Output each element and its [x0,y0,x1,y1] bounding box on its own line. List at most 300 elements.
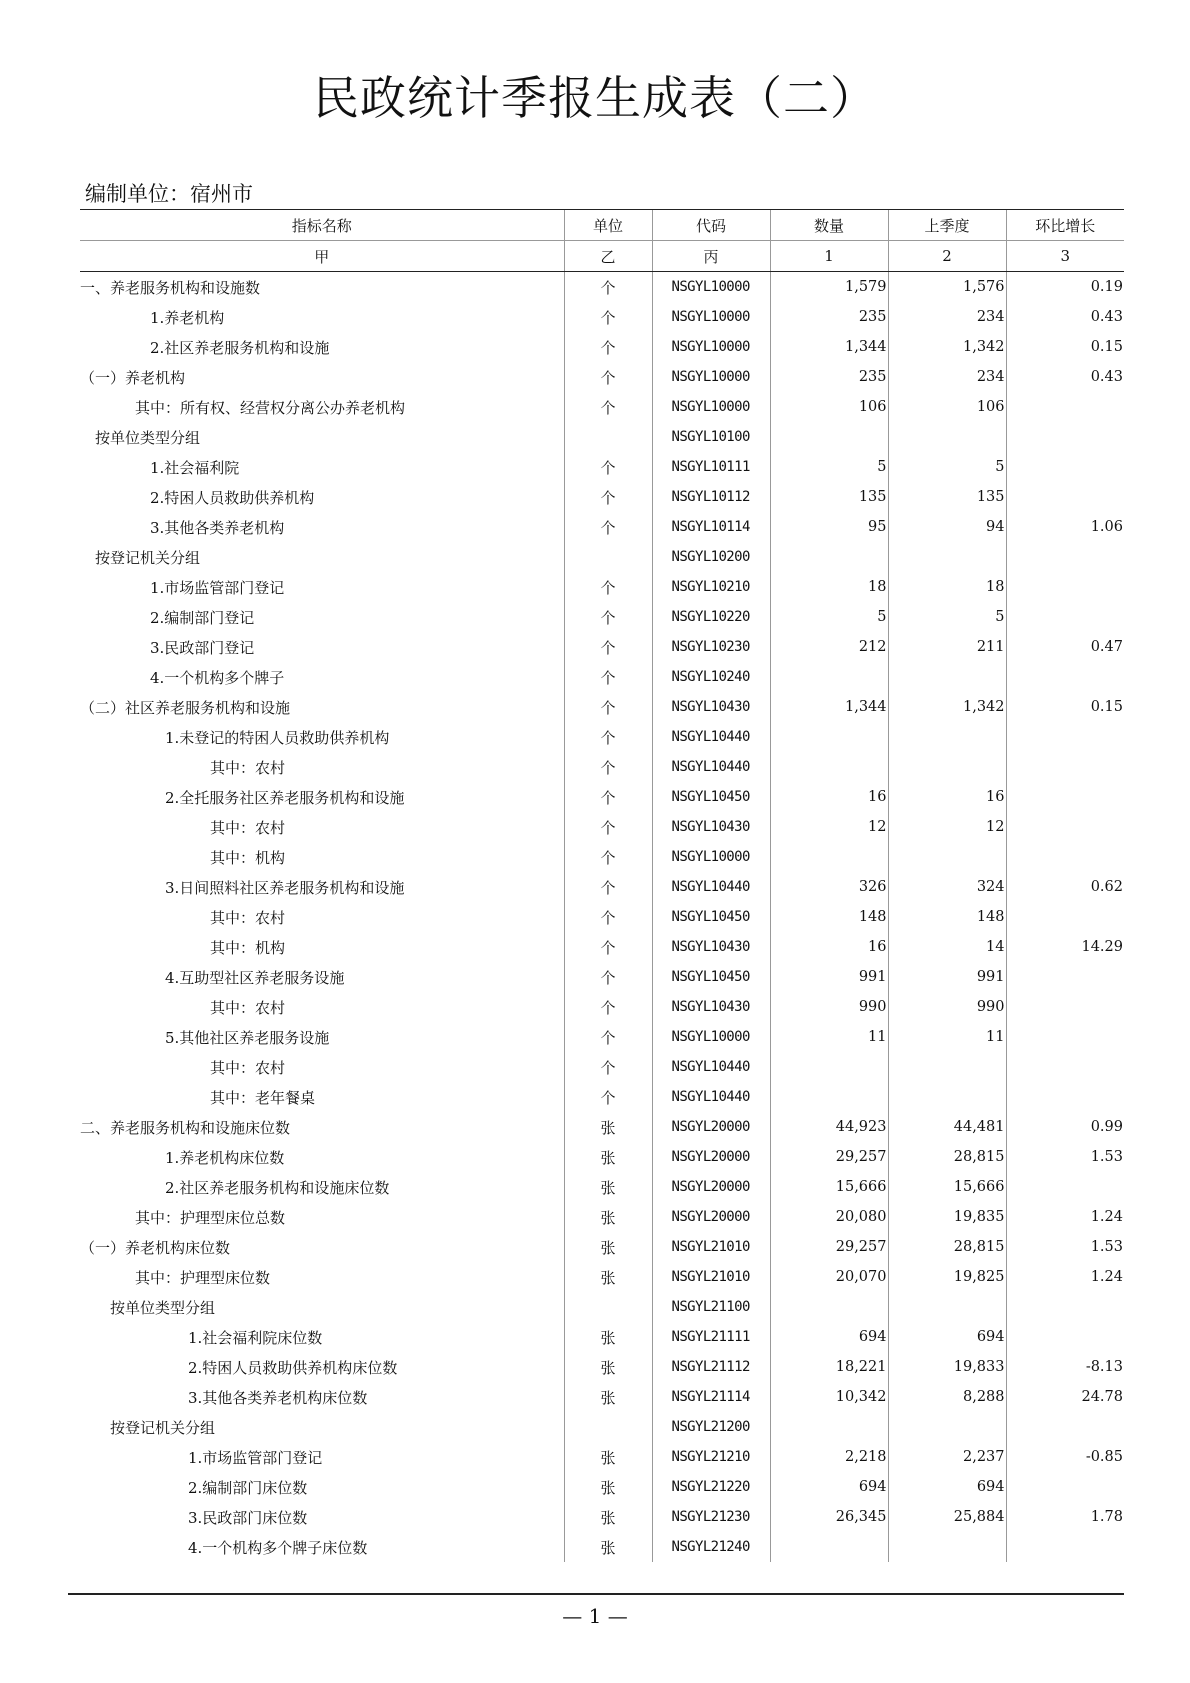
row-name: 3.日间照料社区养老服务机构和设施 [165,878,405,897]
row-qoq-growth [1006,542,1124,572]
table-row [80,1502,1124,1532]
row-quantity [770,542,888,572]
row-previous-quarter [888,722,1006,752]
row-unit: 张 [564,1112,652,1142]
row-name: 4.互助型社区养老服务设施 [165,968,345,987]
row-previous-quarter: 1,342 [888,332,1006,362]
row-previous-quarter: 8,288 [888,1382,1006,1412]
table-row [80,1022,1124,1052]
row-name: 1.养老机构 [150,308,225,327]
row-name: （二）社区养老服务机构和设施 [80,698,291,717]
row-qoq-growth: 0.43 [1006,362,1124,392]
row-qoq-growth [1006,992,1124,1022]
row-unit: 个 [564,872,652,902]
subheader-col-3: 3 [1006,241,1124,272]
table-row [80,332,1124,362]
page-title: 民政统计季报生成表（二） [313,71,877,125]
row-qoq-growth: -8.13 [1006,1352,1124,1382]
row-qoq-growth [1006,1052,1124,1082]
row-previous-quarter: 16 [888,782,1006,812]
row-quantity: 18,221 [770,1352,888,1382]
row-code: NSGYL10111 [652,452,770,482]
row-quantity: 15,666 [770,1172,888,1202]
row-quantity: 29,257 [770,1232,888,1262]
table-row [80,902,1124,932]
row-unit: 张 [564,1142,652,1172]
header-code: 代码 [652,210,770,241]
row-code: NSGYL10230 [652,632,770,662]
row-quantity [770,752,888,782]
row-name: 4.一个机构多个牌子床位数 [188,1538,368,1557]
header-unit: 单位 [564,210,652,241]
row-unit: 个 [564,512,652,542]
row-code: NSGYL10440 [652,752,770,782]
row-previous-quarter: 19,833 [888,1352,1006,1382]
row-code: NSGYL10000 [652,1022,770,1052]
table-row [80,752,1124,782]
row-name: 4.一个机构多个牌子 [150,668,285,687]
row-qoq-growth [1006,962,1124,992]
table-row [80,482,1124,512]
table-row [80,1232,1124,1262]
row-code: NSGYL21240 [652,1532,770,1562]
table-row [80,992,1124,1022]
row-unit: 个 [564,632,652,662]
row-name: 其中：护理型床位数 [135,1268,271,1287]
table-row [80,1472,1124,1502]
subheader-bing: 丙 [652,241,770,272]
row-quantity [770,1292,888,1322]
row-qoq-growth [1006,1472,1124,1502]
row-previous-quarter [888,662,1006,692]
row-previous-quarter: 148 [888,902,1006,932]
row-code: NSGYL10430 [652,692,770,722]
row-code: NSGYL10112 [652,482,770,512]
row-qoq-growth: 1.78 [1006,1502,1124,1532]
row-previous-quarter: 28,815 [888,1142,1006,1172]
row-unit [564,542,652,572]
row-unit: 张 [564,1232,652,1262]
row-code: NSGYL10240 [652,662,770,692]
row-quantity: 1,344 [770,692,888,722]
row-qoq-growth: 0.43 [1006,302,1124,332]
header-qoq-growth: 环比增长 [1006,210,1124,241]
row-qoq-growth [1006,1292,1124,1322]
row-code: NSGYL21230 [652,1502,770,1532]
row-previous-quarter [888,542,1006,572]
row-code: NSGYL21220 [652,1472,770,1502]
row-code: NSGYL10000 [652,392,770,422]
row-qoq-growth [1006,452,1124,482]
row-code: NSGYL10440 [652,872,770,902]
row-quantity [770,1082,888,1112]
row-unit: 个 [564,332,652,362]
row-previous-quarter: 1,576 [888,272,1006,303]
row-quantity: 235 [770,362,888,392]
row-qoq-growth: 0.15 [1006,332,1124,362]
row-unit: 张 [564,1472,652,1502]
row-code: NSGYL21200 [652,1412,770,1442]
row-previous-quarter: 106 [888,392,1006,422]
row-name: 3.其他各类养老机构 [150,518,285,537]
row-code: NSGYL20000 [652,1112,770,1142]
row-code: NSGYL10430 [652,812,770,842]
row-unit: 张 [564,1502,652,1532]
row-previous-quarter: 694 [888,1322,1006,1352]
row-quantity: 106 [770,392,888,422]
row-qoq-growth [1006,722,1124,752]
row-name: 其中：农村 [210,908,286,927]
row-previous-quarter: 18 [888,572,1006,602]
row-code: NSGYL10220 [652,602,770,632]
row-previous-quarter [888,1082,1006,1112]
row-unit: 张 [564,1172,652,1202]
subheader-col-2: 2 [888,241,1006,272]
row-quantity: 16 [770,932,888,962]
row-qoq-growth: 1.24 [1006,1202,1124,1232]
subheader-yi: 乙 [564,241,652,272]
row-previous-quarter: 694 [888,1472,1006,1502]
row-unit: 个 [564,1082,652,1112]
row-quantity: 1,579 [770,272,888,303]
row-previous-quarter: 5 [888,452,1006,482]
row-unit: 张 [564,1262,652,1292]
table-row [80,1262,1124,1292]
row-quantity [770,1412,888,1442]
row-qoq-growth [1006,602,1124,632]
row-previous-quarter [888,842,1006,872]
row-quantity: 148 [770,902,888,932]
table-row [80,1412,1124,1442]
row-previous-quarter [888,1412,1006,1442]
row-quantity: 694 [770,1472,888,1502]
table-row [80,392,1124,422]
row-name: 二、养老服务机构和设施床位数 [80,1118,291,1137]
row-unit: 张 [564,1532,652,1562]
header-row [80,210,1124,241]
row-quantity [770,1052,888,1082]
row-unit: 个 [564,362,652,392]
row-qoq-growth: 0.19 [1006,272,1124,303]
row-qoq-growth: 24.78 [1006,1382,1124,1412]
row-code: NSGYL10200 [652,542,770,572]
row-code: NSGYL10440 [652,722,770,752]
row-code: NSGYL10450 [652,782,770,812]
row-code: NSGYL10210 [652,572,770,602]
row-qoq-growth: -0.85 [1006,1442,1124,1472]
page-number: — 1 — [562,1604,628,1628]
table-row [80,452,1124,482]
row-previous-quarter: 19,825 [888,1262,1006,1292]
row-unit: 个 [564,1022,652,1052]
row-code: NSGYL10000 [652,842,770,872]
row-name: （一）养老机构床位数 [80,1238,231,1257]
row-qoq-growth: 14.29 [1006,932,1124,962]
row-name: 1.社会福利院 [150,458,240,477]
table-row [80,572,1124,602]
row-code: NSGYL20000 [652,1202,770,1232]
row-qoq-growth [1006,1172,1124,1202]
row-quantity: 235 [770,302,888,332]
table-row [80,1442,1124,1472]
row-unit: 个 [564,932,652,962]
row-name: 其中：护理型床位总数 [135,1208,286,1227]
row-name: 1.市场监管部门登记 [188,1448,323,1467]
table-row [80,722,1124,752]
table-row [80,662,1124,692]
row-qoq-growth: 1.06 [1006,512,1124,542]
row-quantity: 29,257 [770,1142,888,1172]
row-qoq-growth [1006,1322,1124,1352]
row-previous-quarter: 5 [888,602,1006,632]
row-name: 其中：老年餐桌 [210,1088,316,1107]
row-name: 2.特困人员救助供养机构床位数 [188,1358,398,1377]
row-name: 2.编制部门床位数 [188,1478,308,1497]
row-code: NSGYL21010 [652,1232,770,1262]
row-qoq-growth: 0.62 [1006,872,1124,902]
row-name: （一）养老机构 [80,368,186,387]
table-row [80,542,1124,572]
row-unit: 张 [564,1202,652,1232]
table-row [80,932,1124,962]
table-row [80,812,1124,842]
row-previous-quarter: 11 [888,1022,1006,1052]
table-row [80,1322,1124,1352]
row-previous-quarter [888,1532,1006,1562]
row-quantity: 10,342 [770,1382,888,1412]
row-name: 2.全托服务社区养老服务机构和设施 [165,788,405,807]
row-quantity [770,1532,888,1562]
row-quantity: 5 [770,452,888,482]
row-quantity: 326 [770,872,888,902]
row-name: 3.其他各类养老机构床位数 [188,1388,368,1407]
row-qoq-growth [1006,662,1124,692]
row-quantity: 44,923 [770,1112,888,1142]
row-quantity: 2,218 [770,1442,888,1472]
row-code: NSGYL21100 [652,1292,770,1322]
subheader-jia: 甲 [80,241,564,272]
row-name: 1.市场监管部门登记 [150,578,285,597]
row-previous-quarter: 991 [888,962,1006,992]
row-code: NSGYL10000 [652,332,770,362]
row-qoq-growth [1006,752,1124,782]
table-body [80,272,1124,1563]
row-qoq-growth [1006,422,1124,452]
row-previous-quarter: 135 [888,482,1006,512]
row-qoq-growth [1006,1082,1124,1112]
row-name: 1.未登记的特困人员救助供养机构 [165,728,390,747]
row-quantity: 135 [770,482,888,512]
row-unit: 个 [564,992,652,1022]
row-previous-quarter: 1,342 [888,692,1006,722]
row-name: 按登记机关分组 [110,1418,216,1437]
row-code: NSGYL21010 [652,1262,770,1292]
row-qoq-growth: 0.99 [1006,1112,1124,1142]
row-unit: 个 [564,572,652,602]
row-unit: 个 [564,392,652,422]
header-previous-quarter: 上季度 [888,210,1006,241]
row-previous-quarter: 94 [888,512,1006,542]
row-name: 其中：所有权、经营权分离公办养老机构 [135,398,406,417]
row-name: 1.社会福利院床位数 [188,1328,323,1347]
row-qoq-growth [1006,782,1124,812]
row-qoq-growth [1006,392,1124,422]
row-previous-quarter: 14 [888,932,1006,962]
row-qoq-growth [1006,842,1124,872]
row-unit [564,1412,652,1442]
row-unit: 个 [564,1052,652,1082]
row-code: NSGYL10000 [652,302,770,332]
row-previous-quarter [888,422,1006,452]
row-quantity: 212 [770,632,888,662]
row-previous-quarter: 324 [888,872,1006,902]
row-quantity: 991 [770,962,888,992]
row-name: 按单位类型分组 [110,1298,216,1317]
row-code: NSGYL10450 [652,902,770,932]
row-quantity: 26,345 [770,1502,888,1532]
row-name: 3.民政部门床位数 [188,1508,308,1527]
row-qoq-growth [1006,902,1124,932]
bottom-rule [68,1593,1124,1595]
row-code: NSGYL10000 [652,362,770,392]
row-previous-quarter: 12 [888,812,1006,842]
table-row [80,1382,1124,1412]
row-name: 其中：农村 [210,818,286,837]
row-quantity [770,722,888,752]
table-row [80,512,1124,542]
row-previous-quarter: 44,481 [888,1112,1006,1142]
row-previous-quarter: 234 [888,362,1006,392]
row-name: 5.其他社区养老服务设施 [165,1028,330,1047]
row-quantity: 990 [770,992,888,1022]
row-name: 2.编制部门登记 [150,608,255,627]
row-unit: 个 [564,842,652,872]
row-code: NSGYL10100 [652,422,770,452]
row-unit: 个 [564,452,652,482]
table-row [80,1532,1124,1562]
table-row [80,422,1124,452]
row-qoq-growth [1006,1412,1124,1442]
table-row [80,1052,1124,1082]
row-unit: 个 [564,302,652,332]
row-name: 其中：机构 [210,848,286,867]
row-name: 其中：机构 [210,938,286,957]
row-name: 1.养老机构床位数 [165,1148,285,1167]
table-row [80,872,1124,902]
row-code: NSGYL21114 [652,1382,770,1412]
row-unit: 个 [564,272,652,303]
row-unit: 张 [564,1382,652,1412]
row-previous-quarter: 211 [888,632,1006,662]
row-qoq-growth [1006,1022,1124,1052]
row-code: NSGYL10114 [652,512,770,542]
row-previous-quarter: 234 [888,302,1006,332]
row-code: NSGYL10430 [652,992,770,1022]
row-name: 3.民政部门登记 [150,638,255,657]
row-code: NSGYL20000 [652,1142,770,1172]
row-unit: 个 [564,722,652,752]
row-qoq-growth: 0.47 [1006,632,1124,662]
compiling-unit: 编制单位：宿州市 [85,182,253,206]
row-previous-quarter: 19,835 [888,1202,1006,1232]
table-row [80,302,1124,332]
statistics-table [80,209,1124,1562]
row-code: NSGYL20000 [652,1172,770,1202]
row-code: NSGYL10450 [652,962,770,992]
table-row [80,1172,1124,1202]
row-quantity: 12 [770,812,888,842]
subheader-col-1: 1 [770,241,888,272]
row-unit: 个 [564,902,652,932]
row-previous-quarter: 2,237 [888,1442,1006,1472]
row-quantity: 18 [770,572,888,602]
row-qoq-growth: 1.53 [1006,1232,1124,1262]
row-name: 2.特困人员救助供养机构 [150,488,315,507]
row-code: NSGYL21112 [652,1352,770,1382]
row-unit: 张 [564,1442,652,1472]
header-quantity: 数量 [770,210,888,241]
table-row [80,842,1124,872]
row-previous-quarter: 15,666 [888,1172,1006,1202]
row-quantity: 20,080 [770,1202,888,1232]
row-quantity [770,422,888,452]
row-unit: 个 [564,662,652,692]
row-quantity: 1,344 [770,332,888,362]
table-row [80,1082,1124,1112]
row-unit: 个 [564,482,652,512]
row-unit: 个 [564,752,652,782]
row-previous-quarter: 28,815 [888,1232,1006,1262]
row-unit: 个 [564,962,652,992]
table-row [80,1142,1124,1172]
row-unit: 张 [564,1322,652,1352]
table-row [80,782,1124,812]
row-code: NSGYL10440 [652,1082,770,1112]
row-previous-quarter [888,1052,1006,1082]
table-row [80,602,1124,632]
row-name: 一、养老服务机构和设施数 [80,278,261,297]
row-qoq-growth [1006,1532,1124,1562]
row-quantity [770,662,888,692]
row-quantity: 95 [770,512,888,542]
row-unit [564,1292,652,1322]
row-qoq-growth [1006,482,1124,512]
row-qoq-growth [1006,572,1124,602]
table-row [80,362,1124,392]
row-qoq-growth: 1.24 [1006,1262,1124,1292]
row-unit: 个 [564,602,652,632]
row-unit: 张 [564,1352,652,1382]
row-name: 其中：农村 [210,758,286,777]
row-name: 其中：农村 [210,1058,286,1077]
row-quantity: 20,070 [770,1262,888,1292]
row-unit: 个 [564,692,652,722]
row-previous-quarter [888,752,1006,782]
row-unit: 个 [564,812,652,842]
row-code: NSGYL10440 [652,1052,770,1082]
row-code: NSGYL10430 [652,932,770,962]
row-previous-quarter: 25,884 [888,1502,1006,1532]
row-quantity: 16 [770,782,888,812]
row-previous-quarter [888,1292,1006,1322]
row-code: NSGYL21210 [652,1442,770,1472]
row-qoq-growth [1006,812,1124,842]
row-name: 2.社区养老服务机构和设施床位数 [165,1178,390,1197]
row-unit [564,422,652,452]
row-code: NSGYL10000 [652,272,770,303]
row-quantity [770,842,888,872]
table-row [80,1112,1124,1142]
